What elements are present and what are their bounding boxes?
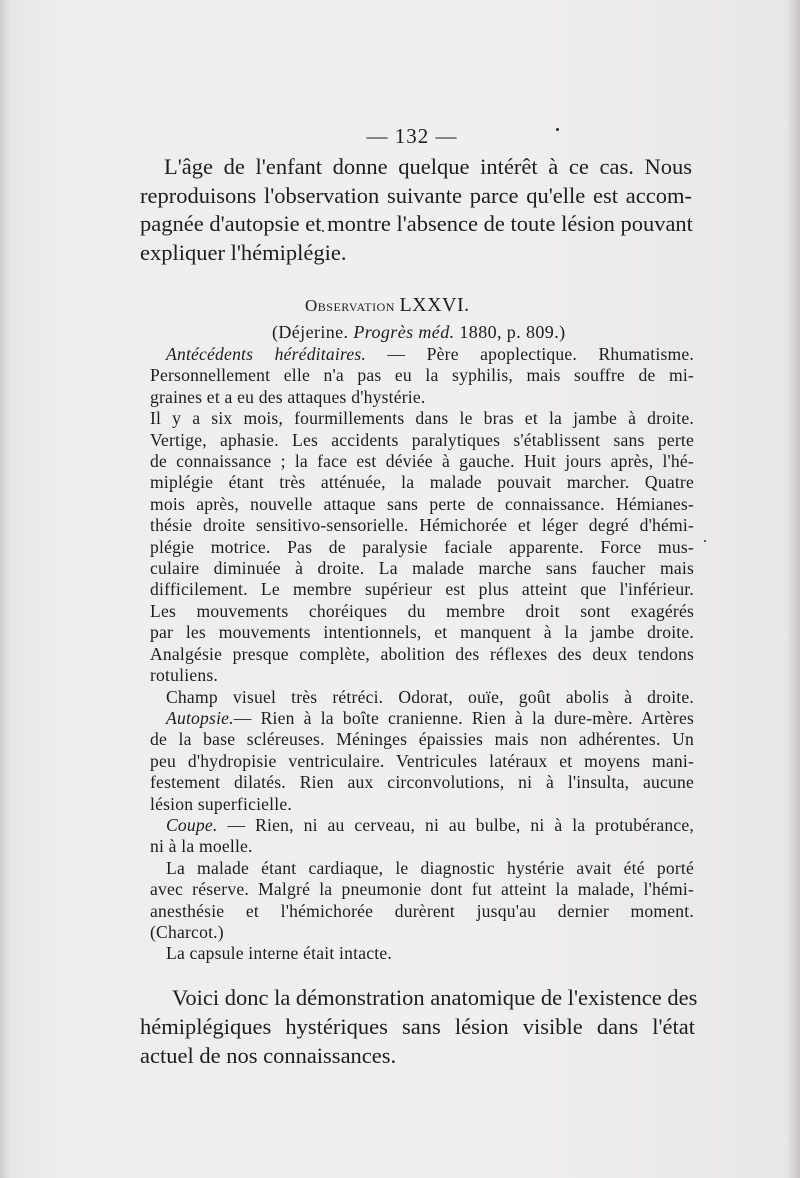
antecedents-line	[150, 344, 694, 365]
reference-journal: Progrès méd.	[353, 322, 455, 342]
coupe-text: — Rien, ni au cerveau, ni au bulbe, ni à la protubérance,	[217, 814, 694, 835]
closing-paragraph	[140, 983, 698, 1070]
antecedents-label: Antécédents héréditaires.	[166, 344, 366, 364]
observation-line: La malade étant cardiaque, le diagnostic hystérie avait été porté	[166, 857, 694, 878]
page-right-shadow	[786, 0, 800, 1178]
observation-line: festement dilatés. Rien aux circonvolutions, ni à l'insulta, aucune	[150, 772, 694, 793]
intro-line: expliquer l'hémiplégie.	[140, 239, 347, 265]
reference-author: (Déjerine.	[272, 322, 349, 342]
page-number: — 132 —	[366, 124, 458, 148]
observation-line: mois après, nouvelle attaque sans perte de connaissance. Hémianes-	[150, 493, 694, 514]
coupe-line	[150, 815, 694, 836]
antecedents-text: — Père apoplectique. Rhumatisme.	[366, 344, 694, 364]
intro-paragraph	[140, 153, 692, 267]
observation-title-prefix: Observation	[305, 296, 395, 315]
ink-speck	[704, 540, 706, 542]
autopsie-text: — Rien à la boîte cranienne. Rien à la dure-mère. Artères	[233, 707, 694, 728]
observation-line: plégie motrice. Pas de paralysie faciale apparente. Force mus-	[150, 536, 694, 557]
observation-line: La capsule interne était intacte.	[166, 943, 392, 964]
observation-line: Il y a six mois, fourmillements dans le bras et la jambe à droite.	[150, 408, 694, 429]
observation-title	[305, 294, 470, 317]
autopsie-label: Autopsie.	[166, 707, 234, 728]
observation-line: graines et a eu des attaques d'hystérie.	[150, 386, 426, 407]
observation-line: miplégie étant très atténuée, la malade pouvait marcher. Quatre	[150, 472, 694, 493]
closing-line: actuel de nos connaissances.	[140, 1043, 397, 1068]
observation-line: avec réserve. Malgré la pneumonie dont fut atteint la malade, l'hémi-	[150, 879, 694, 900]
coupe-label: Coupe.	[166, 814, 218, 835]
observation-line: rotuliens.	[150, 665, 218, 686]
observation-line: culaire diminuée à droite. La malade marche sans faucher mais	[150, 558, 694, 579]
observation-body	[150, 344, 694, 965]
observation-line: anesthésie et l'hémichorée durèrent jusqu'au dernier moment.	[150, 900, 694, 921]
reference-date: 1880, p. 809.)	[459, 322, 566, 342]
observation-line: ni à la moelle.	[150, 836, 253, 857]
observation-line: Les mouvements choréiques du membre droit sont exagérés	[150, 600, 694, 621]
observation-line: lésion superficielle.	[150, 793, 292, 814]
observation-reference	[272, 322, 566, 343]
observation-line: de connaissance ; la face est déviée à gauche. Huit jours après, l'hé-	[150, 451, 694, 472]
observation-line: thésie droite sensitivo-sensorielle. Hémichorée et léger degré d'hémi-	[150, 515, 694, 536]
closing-line: hémiplégiques hystériques sans lésion visible dans l'état	[140, 1014, 695, 1039]
observation-line: par les mouvements intentionnels, et manquent à la jambe droite.	[150, 622, 694, 643]
intro-line: L'âge de l'enfant donne quelque intérêt à ce cas. Nous	[164, 154, 692, 179]
observation-line: Champ visuel très rétréci. Odorat, ouïe, goût abolis à droite.	[166, 686, 694, 707]
observation-line: Analgésie presque complète, abolition des réflexes des deux tendons	[150, 643, 694, 664]
observation-line: Personnellement elle n'a pas eu la syphilis, mais souffre de mi-	[150, 365, 694, 386]
closing-line: Voici donc la démonstration anatomique de l'existence des	[172, 985, 698, 1010]
intro-line: reproduisons l'observation suivante parce qu'elle est accom-	[140, 182, 692, 208]
observation-line: de la base scléreuses. Méninges épaissies mais non adhérentes. Un	[150, 729, 694, 750]
observation-title-number: LXXVI.	[399, 294, 470, 316]
page-left-shadow	[0, 0, 10, 1178]
observation-line: difficilement. Le membre supérieur est plus atteint que l'inférieur.	[150, 579, 694, 600]
observation-line: Vertige, aphasie. Les accidents paralytiques s'établissent sans perte	[150, 429, 694, 450]
observation-line: (Charcot.)	[150, 921, 224, 942]
intro-line: pagnée d'autopsie et montre l'absence de toute lésion pouvant	[140, 211, 693, 236]
observation-line: peu d'hydropisie ventriculaire. Ventricules latéraux et moyens mani-	[150, 750, 694, 771]
autopsie-line	[150, 708, 694, 729]
